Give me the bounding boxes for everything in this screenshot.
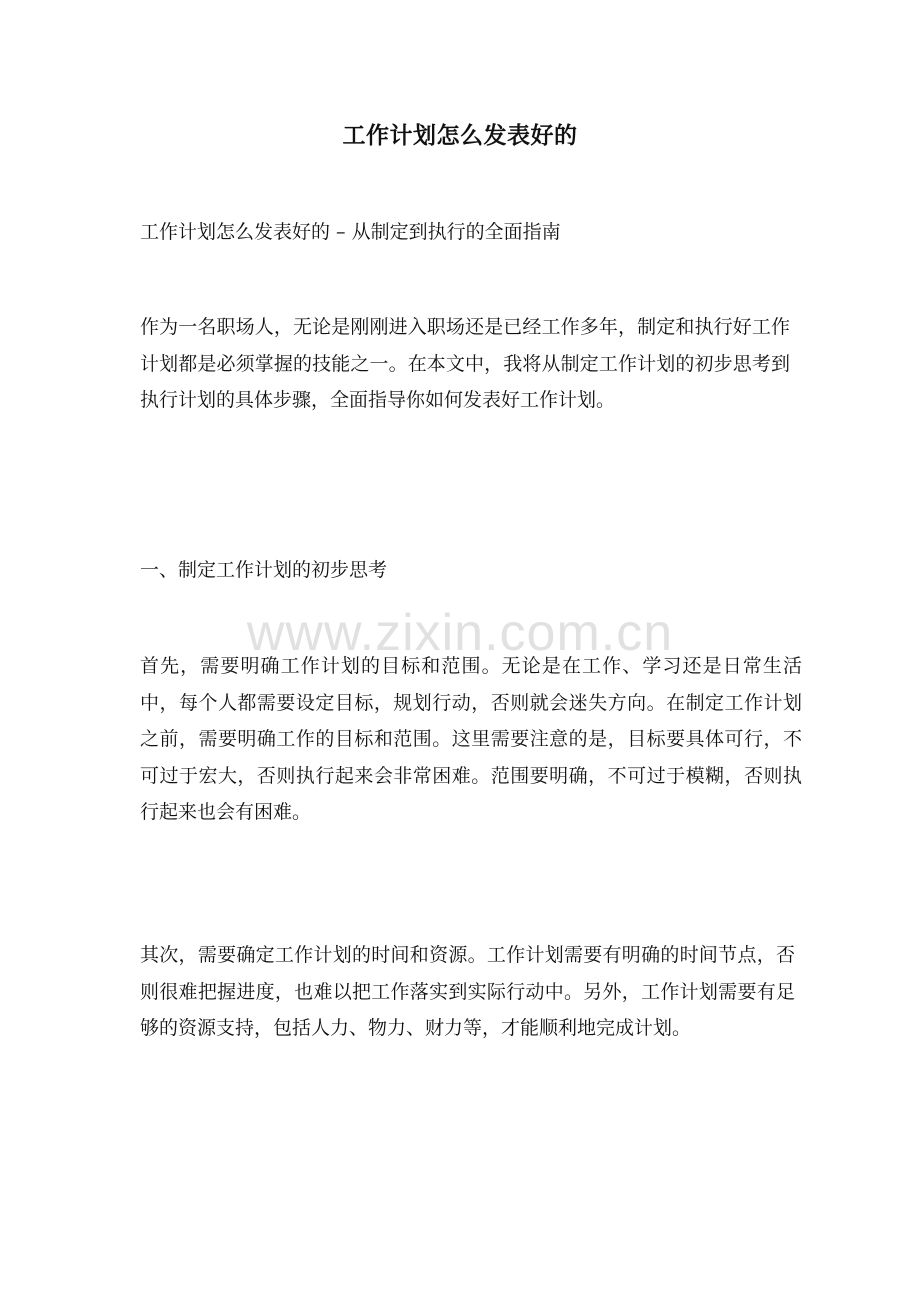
intro-paragraph: 作为一名职场人，无论是刚刚进入职场还是已经工作多年，制定和执行好工作计划都是必须掌握的技能之一。在本文中，我将从制定工作计划的初步思考到执行计划的具体步骤，全面指导你如何发表好工作计划。 xyxy=(140,316,790,411)
document-subtitle: 工作计划怎么发表好的 – 从制定到执行的全面指南 xyxy=(140,221,561,243)
section-heading: 一、制定工作计划的初步思考 xyxy=(140,559,388,581)
body-paragraph-1: 首先，需要明确工作计划的目标和范围。无论是在工作、学习还是日常生活中，每个人都需要设定目标，规划行动，否则就会迷失方向。在制定工作计划之前，需要明确工作的目标和范围。这里需要注意的是，目标要具体可行，不可过于宏大，否则执行起来会非常困难。范围要明确，不可过于模糊，否则执行起来也会有困难。 xyxy=(140,655,802,823)
watermark-text: www.zixin.com.cn xyxy=(246,604,674,662)
document-title: 工作计划怎么发表好的 xyxy=(342,122,578,149)
body-paragraph-2: 其次，需要确定工作计划的时间和资源。工作计划需要有明确的时间节点，否则很难把握进度，也难以把工作落实到实际行动中。另外，工作计划需要有足够的资源支持，包括人力、物力、财力等，才能顺利地完成计划。 xyxy=(140,944,795,1039)
